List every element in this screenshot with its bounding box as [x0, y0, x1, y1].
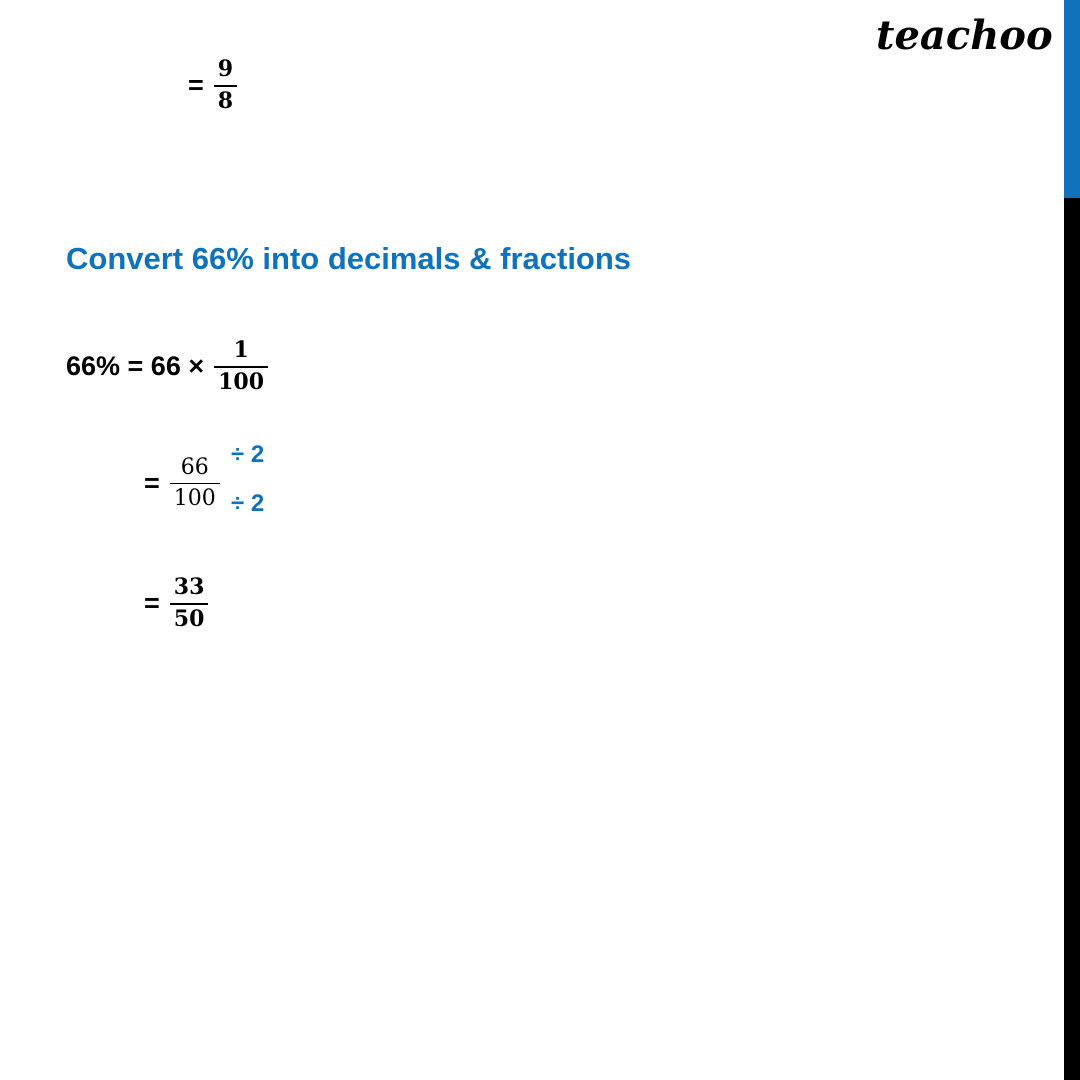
fraction-denominator: 100 — [218, 369, 265, 396]
fraction-numerator: 33 — [173, 574, 205, 600]
equals-sign: = — [144, 467, 160, 498]
fraction-1-100 — [214, 339, 268, 394]
step-lhs: 66% = 66 × — [66, 351, 205, 382]
step-result-9-8 — [188, 58, 237, 113]
section-heading: Convert 66% into decimals & fractions — [66, 241, 632, 276]
equals-sign: = — [188, 70, 204, 101]
step-percent-to-fraction — [66, 339, 268, 394]
fraction-33-50 — [170, 576, 209, 631]
fraction-bar — [214, 366, 268, 368]
divide-by-2-numerator-note: ÷ 2 — [231, 441, 265, 468]
fraction-9-8 — [214, 58, 237, 113]
fraction-denominator: 100 — [173, 486, 216, 512]
fraction-numerator: 1 — [233, 337, 249, 363]
teachoo-logo: teachoo — [876, 12, 1053, 59]
fraction-bar — [170, 603, 209, 605]
scrollbar-thumb[interactable] — [1064, 0, 1080, 198]
step-66-over-100 — [144, 456, 220, 510]
step-result-33-50 — [144, 576, 208, 631]
fraction-bar — [170, 483, 220, 484]
fraction-denominator: 50 — [173, 606, 205, 633]
scrollbar-track[interactable] — [1064, 198, 1080, 1080]
divide-by-2-denominator-note: ÷ 2 — [231, 490, 265, 517]
fraction-numerator: 66 — [180, 455, 209, 480]
fraction-bar — [214, 85, 237, 87]
vertical-scrollbar[interactable] — [1064, 0, 1080, 1080]
fraction-numerator: 9 — [217, 56, 234, 82]
fraction-66-100 — [170, 456, 220, 510]
equals-sign: = — [144, 588, 160, 619]
fraction-denominator: 8 — [217, 88, 234, 115]
